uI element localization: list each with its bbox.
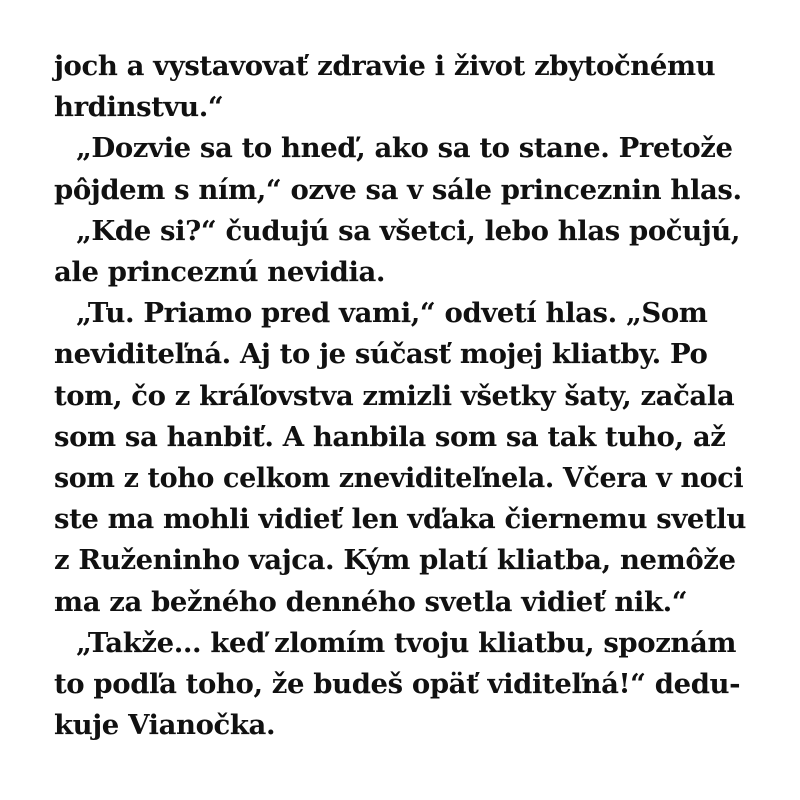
text-line: „Dozvie sa to hneď, ako sa to stane. Pretože <box>76 132 733 165</box>
text-line: „Kde si?“ čudujú sa všetci, lebo hlas počujú, <box>76 214 741 247</box>
text-line: „Tu. Priamo pred vami,“ odvetí hlas. „Som <box>76 297 708 330</box>
text-line: „Takže... keď zlomím tvoju kliatbu, spoznám <box>76 626 737 659</box>
text-line: neviditeľná. Aj to je súčasť mojej kliatby. Po <box>54 338 708 371</box>
text-line: joch a vystavovať zdravie i život zbytočnému <box>54 50 716 82</box>
text-line: hrdinstvu.“ <box>54 91 224 124</box>
text-line: ma za bežného denného svetla vidieť nik.“ <box>54 585 688 618</box>
text-line: som z toho celkom zneviditeľnela. Včera v noci <box>54 463 744 495</box>
page-text <box>54 46 754 746</box>
text-line: tom, čo z kráľovstva zmizli všetky šaty, začala <box>54 379 735 412</box>
text-line: som sa hanbiť. A hanbila som sa tak tuho, až <box>54 420 726 453</box>
text-line: pôjdem s ním,“ ozve sa v sále princeznin hlas. <box>54 173 742 206</box>
text-line: ste ma mohli vidieť len vďaka čiernemu svetlu <box>54 503 746 536</box>
text-line: z Ruženinho vajca. Kým platí kliatba, nemôže <box>54 544 736 577</box>
text-line: kuje Vianočka. <box>54 709 276 742</box>
text-line: to podľa toho, že budeš opäť viditeľná!“ dedu- <box>54 668 741 701</box>
text-line: ale princeznú nevidia. <box>54 256 386 289</box>
